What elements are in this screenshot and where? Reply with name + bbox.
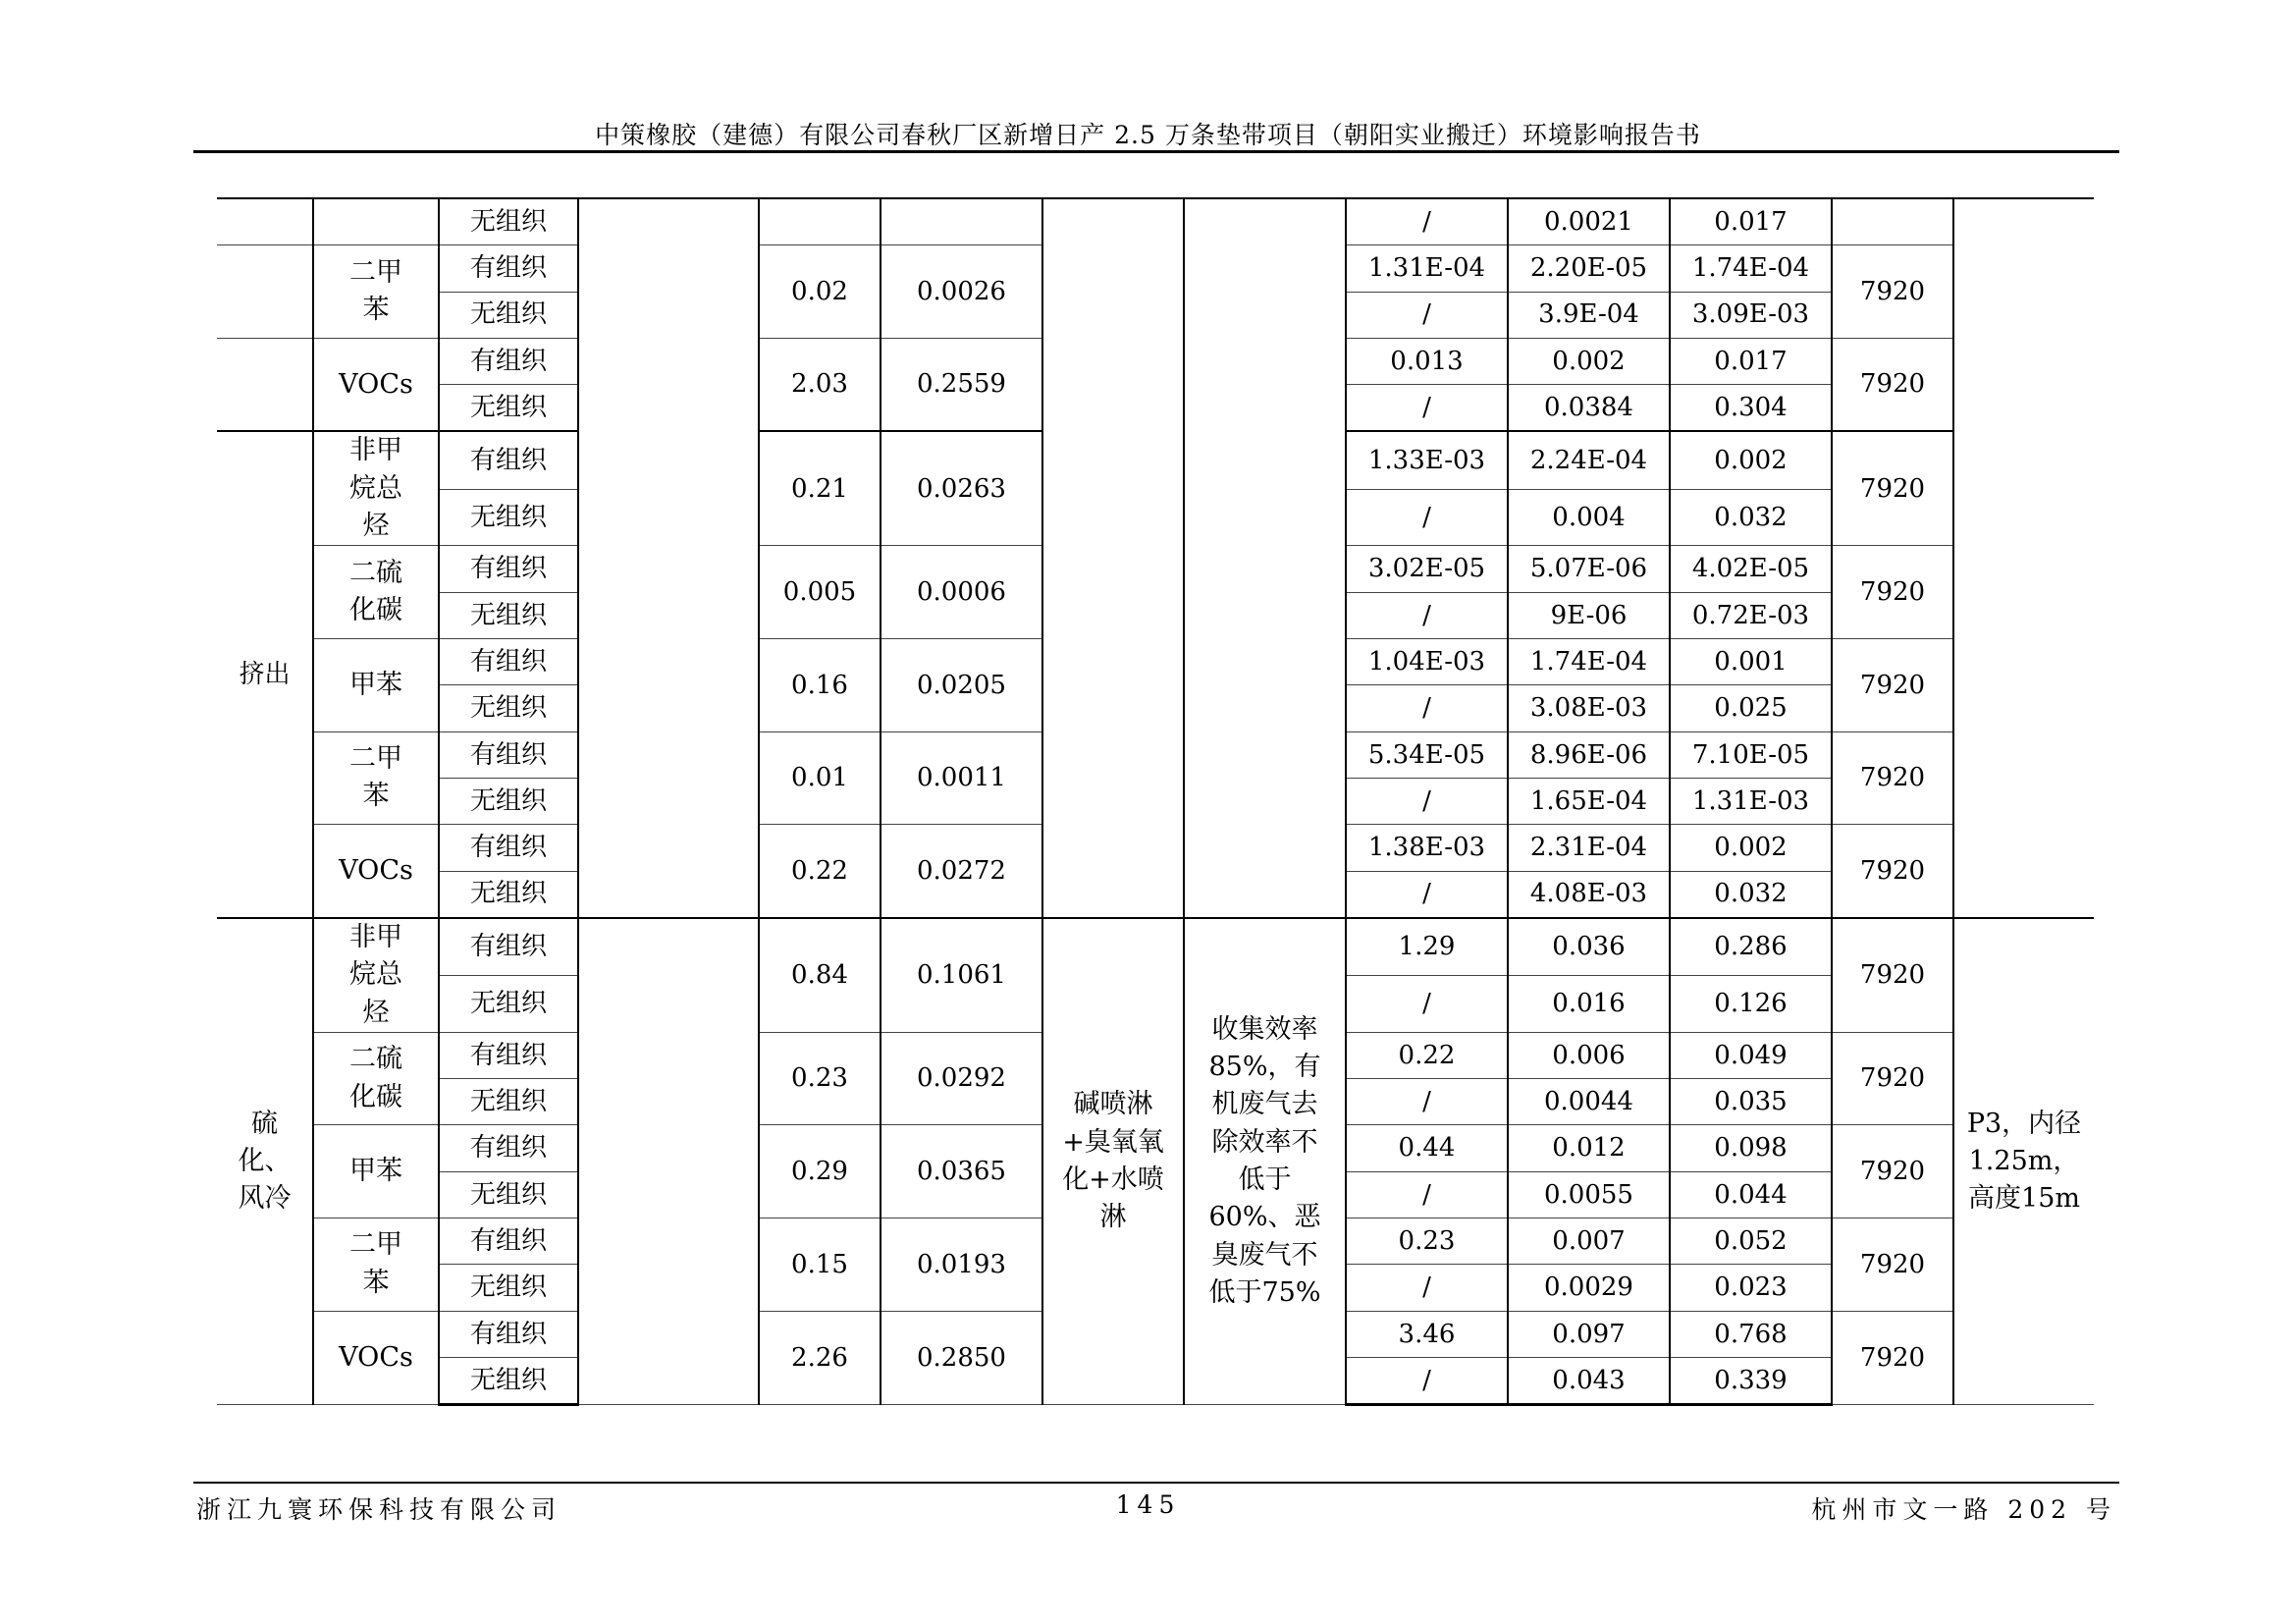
emission-type-unorganized: 无组织 [439,198,578,245]
emission-rate-cell: 0.097 [1508,1311,1670,1357]
table-row [217,198,2094,245]
generation-amount-cell: 0.0272 [881,825,1042,918]
pollutant-name [313,431,439,545]
annual-emission-cell: 0.002 [1670,431,1832,489]
pollutant-name [313,546,439,639]
pollutant-name-label: 二甲苯 [349,256,402,326]
annual-emission-cell: 0.052 [1670,1218,1832,1265]
pollutant-name-label: 二硫化碳 [349,1044,402,1112]
annual-emission-cell: 0.049 [1670,1032,1832,1078]
emission-rate-cell: 0.012 [1508,1125,1670,1171]
annual-emission-cell: 0.025 [1670,685,1832,731]
emission-rate-cell: 0.0055 [1508,1171,1670,1218]
pollutant-name-label: 甲苯 [349,1156,402,1187]
annual-emission-cell: 0.017 [1670,198,1832,245]
emission-rate-cell: 2.24E-04 [1508,431,1670,489]
pollutant-name [313,731,439,825]
generation-amount-cell: 0.0026 [881,245,1042,339]
emission-type-unorganized: 无组织 [439,489,578,546]
footer-address: 杭州市文一路 202 号 [1811,1495,2116,1524]
emission-rate-cell: 1.65E-04 [1508,778,1670,824]
emission-rate-cell: 0.016 [1508,975,1670,1032]
concentration-cell: 1.31E-04 [1346,245,1508,292]
header-rule [193,150,2119,153]
pollutant-name-label: 非甲烷总烃 [349,921,402,1028]
generation-rate-cell: 0.01 [759,731,881,825]
annual-emission-cell: 0.002 [1670,825,1832,871]
efficiency-cell-continued [1184,198,1346,918]
gen-b-cell-continued [881,198,1042,245]
pollutant-name [313,1032,439,1125]
generation-amount-cell: 0.0205 [881,639,1042,732]
concentration-cell: / [1346,385,1508,432]
pollutant-name-label: 甲苯 [349,669,402,700]
process-cell-continued [217,338,313,431]
concentration-cell: 0.23 [1346,1218,1508,1265]
annual-emission-cell: 0.032 [1670,871,1832,918]
generation-rate-cell: 2.26 [759,1311,881,1405]
stack-parameters-label: P3，内径1.25m，高度15m [1966,1108,2082,1215]
generation-amount-cell: 0.0365 [881,1125,1042,1218]
emission-rate-cell: 1.74E-04 [1508,639,1670,685]
generation-amount-cell: 0.0011 [881,731,1042,825]
generation-rate-cell: 0.005 [759,546,881,639]
concentration-cell: 3.02E-05 [1346,546,1508,592]
emission-rate-cell: 0.0044 [1508,1079,1670,1125]
emission-type-unorganized: 无组织 [439,1171,578,1218]
emission-type-organized: 有组织 [439,1125,578,1171]
operating-hours-cell: 7920 [1832,338,1953,431]
generation-rate-cell: 0.15 [759,1218,881,1312]
emission-type-organized: 有组织 [439,546,578,592]
pollutant-name [313,825,439,918]
concentration-cell: / [1346,871,1508,918]
emission-type-unorganized: 无组织 [439,1079,578,1125]
pollutant-name [313,1218,439,1312]
process-cell-continued [217,198,313,245]
pollutant-name [313,1125,439,1218]
emission-table [217,197,2094,1406]
generation-amount-cell: 0.2559 [881,338,1042,431]
emission-rate-cell: 2.31E-04 [1508,825,1670,871]
annual-emission-cell: 0.032 [1670,489,1832,546]
operating-hours-cell: 7920 [1832,639,1953,732]
pollutant-name-label: 二硫化碳 [349,557,402,626]
pollutant-cell-continued [313,198,439,245]
pollutant-name-label: 二甲苯 [349,743,402,812]
annual-emission-cell: 0.023 [1670,1265,1832,1311]
emission-rate-cell: 0.043 [1508,1357,1670,1404]
annual-emission-cell: 0.001 [1670,639,1832,685]
generation-rate-cell: 0.16 [759,639,881,732]
generation-amount-cell: 0.0006 [881,546,1042,639]
footer-company: 浙江九寰环保科技有限公司 [196,1495,562,1524]
emission-rate-cell: 5.07E-06 [1508,546,1670,592]
process-vulcanization-label: 硫化、风冷 [238,1108,292,1215]
emission-rate-cell: 3.9E-04 [1508,292,1670,338]
concentration-cell: 5.34E-05 [1346,731,1508,778]
emission-rate-cell: 0.036 [1508,918,1670,976]
emission-type-unorganized: 无组织 [439,871,578,918]
footer-page-number: 145 [1115,1490,1181,1519]
emission-type-organized: 有组织 [439,245,578,292]
pollutant-name-label: VOCs [339,854,413,886]
generation-rate-cell: 0.84 [759,918,881,1032]
generation-rate-cell: 2.03 [759,338,881,431]
generation-rate-cell: 0.02 [759,245,881,339]
generation-rate-cell: 0.22 [759,825,881,918]
pollutant-name [313,245,439,339]
concentration-cell: / [1346,489,1508,546]
operating-hours-cell: 7920 [1832,1032,1953,1125]
annual-emission-cell: 0.126 [1670,975,1832,1032]
generation-rate-cell: 0.21 [759,431,881,545]
gen-a-cell-continued [759,198,881,245]
generation-rate-cell: 0.23 [759,1032,881,1125]
operating-hours-cell: 7920 [1832,1218,1953,1312]
page-header-title: 中策橡胶（建德）有限公司春秋厂区新增日产 2.5 万条垫带项目（朝阳实业搬迁）环境影响报告书 [595,121,1701,149]
annual-emission-cell: 0.035 [1670,1079,1832,1125]
emission-type-organized: 有组织 [439,431,578,489]
emission-type-unorganized: 无组织 [439,385,578,432]
concentration-cell: / [1346,592,1508,638]
emission-rate-cell: 8.96E-06 [1508,731,1670,778]
generation-rate-cell: 0.29 [759,1125,881,1218]
concentration-cell: 1.04E-03 [1346,639,1508,685]
operating-hours-cell: 7920 [1832,245,1953,339]
hours-cell-continued [1832,198,1953,245]
concentration-cell: 0.44 [1346,1125,1508,1171]
emission-type-unorganized: 无组织 [439,292,578,338]
emission-type-organized: 有组织 [439,825,578,871]
blank-col-cell [578,198,759,918]
emission-type-unorganized: 无组织 [439,685,578,731]
concentration-cell: / [1346,1171,1508,1218]
operating-hours-cell: 7920 [1832,431,1953,545]
emission-rate-cell: 0.0029 [1508,1265,1670,1311]
operating-hours-cell: 7920 [1832,731,1953,825]
pollutant-name [313,639,439,732]
stack-cell-continued [1953,198,2094,918]
blank-col-cell [578,918,759,1405]
table-row [217,918,2094,976]
concentration-cell: / [1346,975,1508,1032]
emission-rate-cell: 2.20E-05 [1508,245,1670,292]
emission-type-organized: 有组织 [439,1032,578,1078]
operating-hours-cell: 7920 [1832,1311,1953,1405]
annual-emission-cell: 0.304 [1670,385,1832,432]
emission-type-unorganized: 无组织 [439,778,578,824]
process-cell-continued [217,245,313,339]
emission-type-organized: 有组织 [439,639,578,685]
annual-emission-cell: 0.017 [1670,338,1832,384]
concentration-cell: / [1346,685,1508,731]
stack-parameters [1953,918,2094,1405]
annual-emission-cell: 0.768 [1670,1311,1832,1357]
removal-efficiency-label: 收集效率85%，有机废气去除效率不低于60%、恶臭废气不低于75% [1208,1013,1321,1308]
emission-rate-cell: 0.006 [1508,1032,1670,1078]
emission-rate-cell: 0.002 [1508,338,1670,384]
annual-emission-cell: 0.044 [1670,1171,1832,1218]
treatment-measure-label: 碱喷淋+臭氧氧化+水喷淋 [1062,1089,1164,1233]
emission-type-unorganized: 无组织 [439,1357,578,1404]
concentration-cell: / [1346,778,1508,824]
pollutant-name-label: VOCs [339,1341,413,1373]
operating-hours-cell: 7920 [1832,546,1953,639]
operating-hours-cell: 7920 [1832,918,1953,1032]
emission-type-organized: 有组织 [439,338,578,384]
pollutant-name-label: 二甲苯 [349,1229,402,1298]
emission-rate-cell: 4.08E-03 [1508,871,1670,918]
generation-amount-cell: 0.0193 [881,1218,1042,1312]
concentration-cell: 3.46 [1346,1311,1508,1357]
generation-amount-cell: 0.0263 [881,431,1042,545]
pollutant-name [313,338,439,431]
process-vulcanization [217,918,313,1405]
operating-hours-cell: 7920 [1832,1125,1953,1218]
pollutant-name-label: VOCs [339,368,413,400]
concentration-cell: 0.013 [1346,338,1508,384]
annual-emission-cell: 0.339 [1670,1357,1832,1404]
pollutant-name [313,918,439,1032]
concentration-cell: 1.38E-03 [1346,825,1508,871]
annual-emission-cell: 3.09E-03 [1670,292,1832,338]
concentration-cell: / [1346,198,1508,245]
emission-type-unorganized: 无组织 [439,592,578,638]
treatment-measure [1042,918,1184,1405]
concentration-cell: 0.22 [1346,1032,1508,1078]
emission-rate-cell: 0.004 [1508,489,1670,546]
emission-rate-cell: 0.007 [1508,1218,1670,1265]
treatment-cell-continued [1042,198,1184,918]
annual-emission-cell: 0.098 [1670,1125,1832,1171]
operating-hours-cell: 7920 [1832,825,1953,918]
emission-type-organized: 有组织 [439,1311,578,1357]
generation-amount-cell: 0.0292 [881,1032,1042,1125]
emission-rate-cell: 0.0021 [1508,198,1670,245]
concentration-cell: / [1346,1357,1508,1404]
footer-rule [193,1482,2119,1484]
annual-emission-cell: 0.72E-03 [1670,592,1832,638]
emission-rate-cell: 9E-06 [1508,592,1670,638]
process-extrusion: 挤出 [217,431,313,917]
annual-emission-cell: 1.74E-04 [1670,245,1832,292]
generation-amount-cell: 0.1061 [881,918,1042,1032]
pollutant-name-label: 非甲烷总烃 [349,435,402,542]
generation-amount-cell: 0.2850 [881,1311,1042,1405]
emission-type-unorganized: 无组织 [439,975,578,1032]
emission-rate-cell: 0.0384 [1508,385,1670,432]
annual-emission-cell: 1.31E-03 [1670,778,1832,824]
pollutant-name [313,1311,439,1405]
emission-type-unorganized: 无组织 [439,1265,578,1311]
emission-type-organized: 有组织 [439,731,578,778]
concentration-cell: / [1346,1079,1508,1125]
annual-emission-cell: 0.286 [1670,918,1832,976]
concentration-cell: / [1346,292,1508,338]
removal-efficiency [1184,918,1346,1405]
concentration-cell: / [1346,1265,1508,1311]
emission-type-organized: 有组织 [439,918,578,976]
emission-rate-cell: 3.08E-03 [1508,685,1670,731]
annual-emission-cell: 4.02E-05 [1670,546,1832,592]
concentration-cell: 1.33E-03 [1346,431,1508,489]
concentration-cell: 1.29 [1346,918,1508,976]
emission-type-organized: 有组织 [439,1218,578,1265]
annual-emission-cell: 7.10E-05 [1670,731,1832,778]
